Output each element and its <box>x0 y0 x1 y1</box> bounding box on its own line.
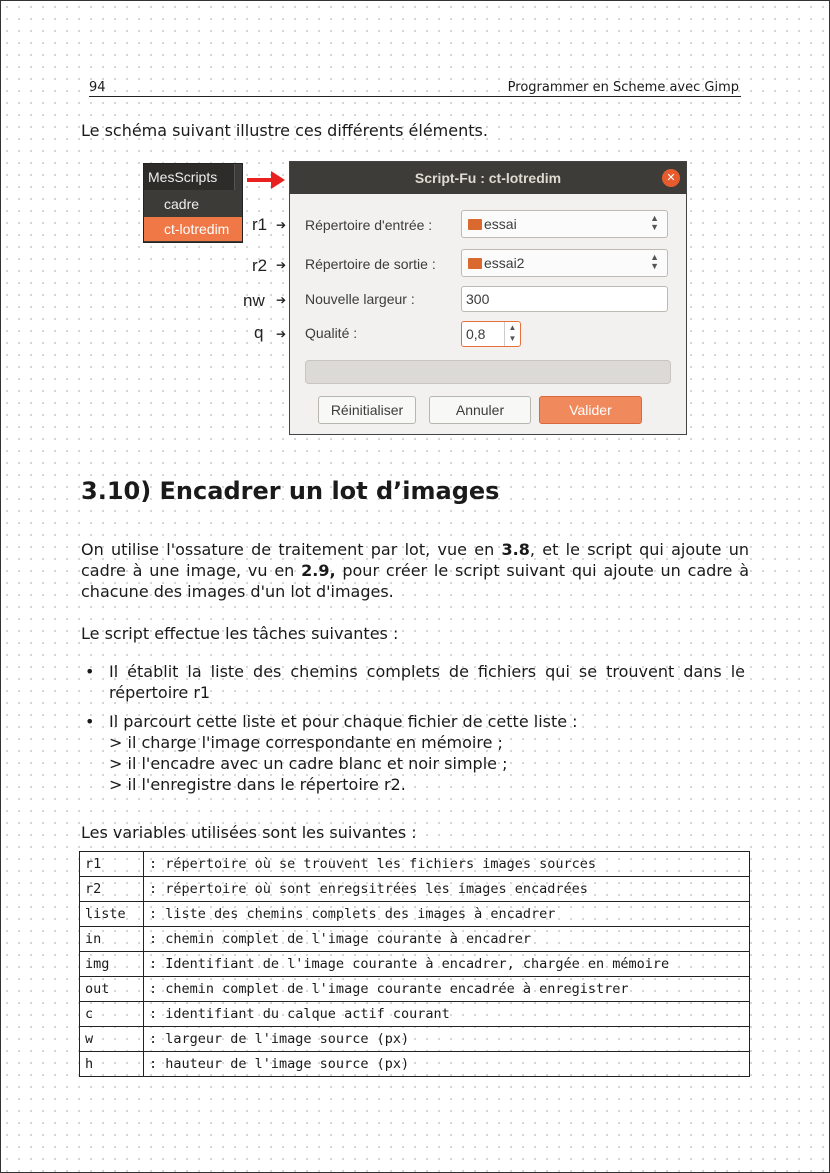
updown-icon[interactable]: ▲ ▼ <box>504 322 520 346</box>
folder-icon <box>468 258 482 269</box>
intro-text: Le schéma suivant illustre ces différents éléments. <box>81 121 488 140</box>
arrow-nw-icon: ➔ <box>276 293 287 307</box>
var-name: in <box>80 927 144 952</box>
table-row <box>80 877 750 902</box>
width-label: Nouvelle largeur : <box>305 291 415 307</box>
output-dir-select[interactable] <box>461 249 668 277</box>
close-icon[interactable]: ✕ <box>662 169 680 187</box>
p1-text-3: pour créer le script suivant qui ajoute un cadre à chacune des images d'un lot d'images. <box>81 561 750 601</box>
script-fu-dialog <box>289 161 687 435</box>
bullet-2-line-3: > il l'encadre avec un cadre blanc et noir simple ; <box>109 754 508 773</box>
table-row <box>80 977 750 1002</box>
bullet-2-line-2: > il charge l'image correspondante en mémoire ; <box>109 733 503 752</box>
page-number: 94 <box>89 80 106 95</box>
var-desc: : hauteur de l'image source (px) <box>144 1052 750 1077</box>
var-desc: : Identifiant de l'image courante à encadrer, chargée en mémoire <box>144 952 750 977</box>
var-name: h <box>80 1052 144 1077</box>
arrow-q-icon: ➔ <box>276 327 287 341</box>
quality-label: Qualité : <box>305 325 358 341</box>
var-name: w <box>80 1027 144 1052</box>
var-desc: : répertoire où se trouvent les fichiers images sources <box>144 852 750 877</box>
input-dir-select[interactable] <box>461 210 668 238</box>
quality-value: 0,8 <box>466 326 486 342</box>
input-dir-value: essai <box>484 216 517 232</box>
variables-table <box>79 851 750 1077</box>
quality-spinner[interactable] <box>461 321 521 347</box>
output-dir-value: essai2 <box>484 255 525 271</box>
table-row <box>80 1052 750 1077</box>
list-item <box>81 711 749 795</box>
header-rule <box>89 96 741 97</box>
p1-ref-3-8: 3.8 <box>501 540 530 559</box>
running-title: Programmer en Scheme avec Gimp <box>507 80 739 95</box>
p1-text-2: , et le script qui ajoute un cadre à une image, vu en <box>81 540 749 580</box>
var-desc: : identifiant du calque actif courant <box>144 1002 750 1027</box>
section-title: 3.10) Encadrer un lot d’images <box>81 477 500 505</box>
table-row <box>80 902 750 927</box>
var-name: r1 <box>80 852 144 877</box>
var-desc: : largeur de l'image source (px) <box>144 1027 750 1052</box>
label-q: q <box>254 323 264 342</box>
table-row <box>80 852 750 877</box>
label-nw: nw <box>243 291 265 310</box>
progress-bar <box>305 360 671 384</box>
menu-title[interactable]: MesScripts <box>144 164 235 190</box>
list-item <box>81 661 749 703</box>
reset-button[interactable]: Réinitialiser <box>318 396 416 424</box>
bullet-2-line-4: > il l'enregistre dans le répertoire r2. <box>109 775 406 794</box>
table-row <box>80 1002 750 1027</box>
var-desc: : répertoire où sont enregsitrées les images encadrées <box>144 877 750 902</box>
menu-item-ct-lotredim[interactable]: ct-lotredim <box>144 217 242 241</box>
var-name: r2 <box>80 877 144 902</box>
cancel-button[interactable]: Annuler <box>429 396 531 424</box>
table-row <box>80 927 750 952</box>
paragraph-1 <box>81 539 749 602</box>
input-dir-label: Répertoire d'entrée : <box>305 217 433 233</box>
menu-item-cadre[interactable]: cadre <box>164 196 200 212</box>
updown-icon: ▲ ▼ <box>650 213 659 232</box>
label-r2: r2 <box>252 256 268 275</box>
var-desc: : chemin complet de l'image courante à encadrer <box>144 927 750 952</box>
width-input[interactable]: 300 <box>461 286 668 312</box>
p1-ref-2-9: 2.9, <box>301 561 336 580</box>
bullet-1-text: • Il établit la liste des chemins complets de fichiers qui se trouvent dans le répertoire r1 <box>109 662 745 702</box>
output-dir-label: Répertoire de sortie : <box>305 256 436 272</box>
paragraph-2: Le script effectue les tâches suivantes : <box>81 624 399 643</box>
folder-icon <box>468 219 482 230</box>
task-list <box>81 661 749 803</box>
table-row <box>80 1027 750 1052</box>
script-menu <box>143 163 243 243</box>
var-name: img <box>80 952 144 977</box>
label-r1: r1 <box>252 215 268 234</box>
table-row <box>80 952 750 977</box>
updown-icon: ▲ ▼ <box>650 252 659 271</box>
var-name: out <box>80 977 144 1002</box>
variables-intro: Les variables utilisées sont les suivantes : <box>81 823 417 842</box>
var-desc: : chemin complet de l'image courante encadrée à enregistrer <box>144 977 750 1002</box>
arrow-r1-icon: ➔ <box>276 218 287 232</box>
dialog-title: Script-Fu : ct-lotredim <box>290 162 686 194</box>
var-desc: : liste des chemins complets des images à encadrer <box>144 902 750 927</box>
var-name: liste <box>80 902 144 927</box>
var-name: c <box>80 1002 144 1027</box>
p1-text-1: On utilise l'ossature de traitement par lot, vue en <box>81 540 502 559</box>
red-arrow-icon <box>247 169 287 191</box>
ok-button[interactable]: Valider <box>539 396 642 424</box>
bullet-2-line-1: • Il parcourt cette liste et pour chaque fichier de cette liste : <box>109 712 578 731</box>
arrow-r2-icon: ➔ <box>276 258 287 272</box>
